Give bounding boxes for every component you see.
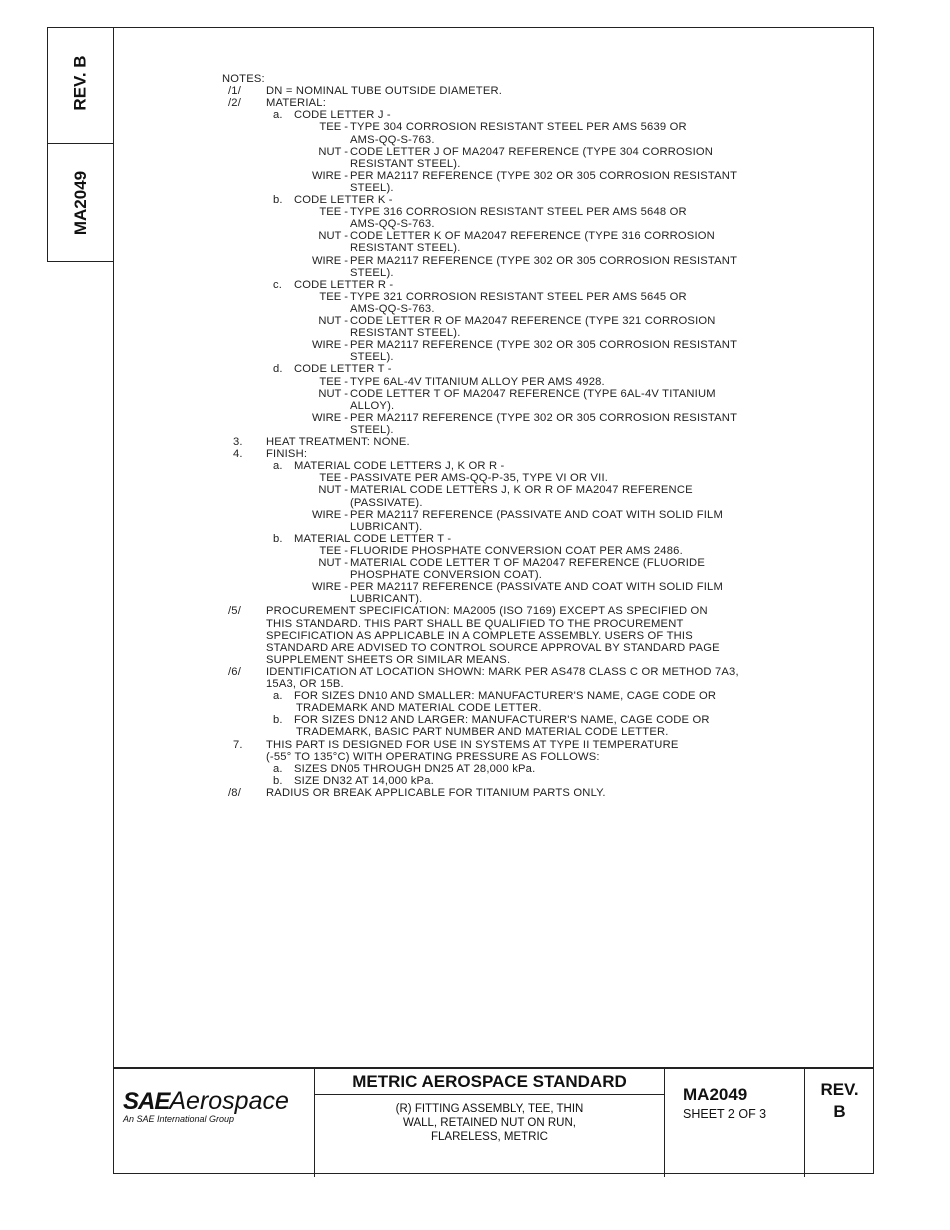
note-line: PER MA2117 REFERENCE (TYPE 302 OR 305 CORROSION RESISTANT [350, 254, 738, 267]
note-line: STEEL). [350, 351, 394, 364]
note-line: SPECIFICATION AS APPLICABLE IN A COMPLETE ASSEMBLY. USERS OF THIS [266, 629, 693, 642]
note-line: CODE LETTER K OF MA2047 REFERENCE (TYPE 316 CORROSION [350, 230, 715, 243]
title-cell [315, 1069, 665, 1177]
note-line: TYPE 304 CORROSION RESISTANT STEEL PER AMS 5639 OR [350, 121, 687, 134]
note-marker: a. [273, 109, 283, 122]
note-marker: /2/ [228, 97, 242, 110]
note-line: LUBRICANT). [350, 520, 423, 533]
note-line: PER MA2117 REFERENCE (PASSIVATE AND COAT WITH SOLID FILM [350, 508, 723, 521]
note-line: MATERIAL CODE LETTERS J, K OR R OF MA2047 REFERENCE [350, 484, 693, 497]
note-line: STANDARD ARE ADVISED TO CONTROL SOURCE APPROVAL BY STANDARD PAGE [266, 641, 720, 654]
side-tab [47, 27, 114, 262]
note-line: 15A3, OR 15B. [266, 678, 344, 690]
note-line: IDENTIFICATION AT LOCATION SHOWN: MARK PER AS478 CLASS C OR METHOD 7A3, [266, 665, 739, 678]
note-marker: NUT - [318, 315, 348, 327]
note-marker: 3. [233, 436, 243, 448]
note-marker: /8/ [228, 786, 242, 799]
note-marker: b. [273, 532, 283, 545]
note-line: TRADEMARK, BASIC PART NUMBER AND MATERIAL CODE LETTER. [296, 726, 669, 739]
note-marker: TEE - [319, 472, 348, 485]
note-line: SIZES DN05 THROUGH DN25 AT 28,000 kPa. [294, 762, 536, 775]
note-line: HEAT TREATMENT: NONE. [266, 436, 410, 448]
note-line: ALLOY). [350, 399, 395, 412]
rev-value: B [833, 1102, 846, 1121]
note-line: (PASSIVATE). [350, 496, 423, 509]
note-line: FOR SIZES DN12 AND LARGER: MANUFACTURER'S NAME, CAGE CODE OR [294, 714, 710, 727]
rev-cell [805, 1069, 874, 1177]
note-marker: NUT - [318, 557, 348, 569]
note-marker: b. [273, 774, 283, 787]
note-line: PER MA2117 REFERENCE (TYPE 302 OR 305 CORROSION RESISTANT [350, 169, 738, 182]
note-marker: a. [273, 762, 283, 775]
note-line: DN = NOMINAL TUBE OUTSIDE DIAMETER. [266, 85, 503, 98]
note-line: TYPE 316 CORROSION RESISTANT STEEL PER AMS 5648 OR [350, 206, 687, 219]
part-description [315, 1102, 664, 1144]
note-line: MATERIAL: [266, 97, 327, 110]
note-marker: TEE - [319, 206, 348, 219]
note-line: AMS-QQ-S-763. [350, 133, 435, 146]
note-line: TYPE 6AL-4V TITANIUM ALLOY PER AMS 4928. [350, 375, 605, 388]
note-marker: NUT - [318, 230, 348, 243]
note-line: LUBRICANT). [350, 593, 423, 606]
note-line: RESISTANT STEEL). [350, 327, 461, 340]
note-line: STEEL). [350, 266, 394, 279]
logo-subtitle: An SAE International Group [123, 1114, 235, 1124]
note-marker: b. [273, 194, 283, 206]
note-line: PASSIVATE PER AMS-QQ-P-35, TYPE VI OR VII. [350, 472, 609, 485]
note-marker: WIRE - [311, 508, 348, 521]
note-line: SUPPLEMENT SHEETS OR SIMILAR MEANS. [266, 653, 511, 666]
note-line: CODE LETTER J - [294, 109, 391, 122]
note-marker: 7. [233, 738, 243, 751]
note-line: (-55° TO 135°C) WITH OPERATING PRESSURE AS FOLLOWS: [266, 750, 600, 763]
note-line: PER MA2117 REFERENCE (PASSIVATE AND COAT WITH SOLID FILM [350, 581, 723, 594]
note-marker: NUT - [318, 387, 348, 400]
note-marker: c. [273, 278, 283, 291]
note-marker: WIRE - [311, 169, 348, 182]
divider [315, 1094, 664, 1095]
note-marker: TEE - [319, 375, 348, 388]
note-line: AMS-QQ-S-763. [350, 302, 435, 315]
note-line: TYPE 321 CORROSION RESISTANT STEEL PER AMS 5645 OR [350, 290, 687, 303]
note-marker: NUT - [318, 145, 348, 158]
note-line: MATERIAL CODE LETTER T OF MA2047 REFERENCE (FLUORIDE [350, 557, 705, 569]
doc-cell [665, 1069, 805, 1177]
note-line: CODE LETTER T - [294, 363, 392, 376]
doc-number: MA2049 [683, 1085, 748, 1104]
note-marker: TEE - [319, 121, 348, 134]
note-line: RADIUS OR BREAK APPLICABLE FOR TITANIUM PARTS ONLY. [266, 786, 606, 799]
standard-title: METRIC AEROSPACE STANDARD [352, 1072, 627, 1091]
note-line: NOTES: [222, 73, 265, 85]
note-line: CODE LETTER J OF MA2047 REFERENCE (TYPE 304 CORROSION [350, 145, 714, 158]
note-line: RESISTANT STEEL). [350, 242, 461, 255]
note-marker: WIRE - [311, 581, 348, 594]
note-line: CODE LETTER R OF MA2047 REFERENCE (TYPE 321 CORROSION [350, 315, 716, 327]
note-marker: WIRE - [311, 411, 348, 424]
note-line: MATERIAL CODE LETTER T - [294, 532, 452, 545]
note-marker: /6/ [228, 665, 242, 678]
note-marker: /1/ [228, 85, 242, 98]
note-line: RESISTANT STEEL). [350, 157, 461, 170]
note-marker: WIRE - [311, 339, 348, 352]
description-line: FLARELESS, METRIC [431, 1131, 548, 1143]
note-line: MATERIAL CODE LETTERS J, K OR R - [294, 460, 505, 473]
note-line: TRADEMARK AND MATERIAL CODE LETTER. [296, 702, 542, 715]
note-marker: a. [273, 460, 283, 473]
note-line: THIS PART IS DESIGNED FOR USE IN SYSTEMS AT TYPE II TEMPERATURE [266, 738, 679, 751]
note-line: FINISH: [266, 448, 308, 461]
note-line: STEEL). [350, 423, 394, 436]
sheet-number: SHEET 2 OF 3 [683, 1107, 767, 1121]
note-line: PER MA2117 REFERENCE (TYPE 302 OR 305 CORROSION RESISTANT [350, 339, 738, 352]
note-marker: TEE - [319, 544, 348, 557]
logo-brand: SAE [123, 1088, 170, 1115]
logo-cell [113, 1069, 315, 1177]
note-line: CODE LETTER T OF MA2047 REFERENCE (TYPE 6AL-4V TITANIUM [350, 387, 716, 400]
logo-word: Aerospace [169, 1087, 289, 1115]
note-marker: WIRE - [311, 254, 348, 267]
note-line: AMS-QQ-S-763. [350, 218, 435, 231]
note-line: PROCUREMENT SPECIFICATION: MA2005 (ISO 7169) EXCEPT AS SPECIFIED ON [266, 605, 708, 618]
side-doc-number: MA2049 [71, 170, 90, 236]
note-line: FOR SIZES DN10 AND SMALLER: MANUFACTURER'S NAME, CAGE CODE OR [294, 690, 717, 703]
note-line: FLUORIDE PHOSPHATE CONVERSION COAT PER AMS 2486. [350, 544, 683, 557]
note-marker: 4. [233, 448, 243, 461]
rev-label: REV. [820, 1080, 859, 1099]
note-line: STEEL). [350, 181, 394, 194]
note-line: PHOSPHATE CONVERSION COAT). [350, 569, 543, 582]
note-marker: /5/ [228, 605, 242, 618]
note-marker: TEE - [319, 290, 348, 303]
side-rev: REV. B [70, 55, 90, 111]
title-block [113, 1067, 874, 1177]
divider [48, 143, 114, 144]
note-line: PER MA2117 REFERENCE (TYPE 302 OR 305 CORROSION RESISTANT [350, 411, 738, 424]
note-line: SIZE DN32 AT 14,000 kPa. [294, 774, 434, 787]
note-line: CODE LETTER K - [294, 194, 393, 206]
note-marker: d. [273, 363, 283, 376]
note-marker: b. [273, 714, 283, 727]
sae-aerospace-logo [123, 1087, 289, 1124]
description-line: WALL, RETAINED NUT ON RUN, [403, 1117, 576, 1129]
page-frame [113, 27, 874, 1174]
note-marker: a. [273, 690, 283, 703]
note-marker: NUT - [318, 484, 348, 497]
note-line: CODE LETTER R - [294, 278, 394, 291]
description-line: (R) FITTING ASSEMBLY, TEE, THIN [395, 1103, 584, 1115]
note-line: THIS STANDARD. THIS PART SHALL BE QUALIFIED TO THE PROCUREMENT [266, 617, 684, 630]
